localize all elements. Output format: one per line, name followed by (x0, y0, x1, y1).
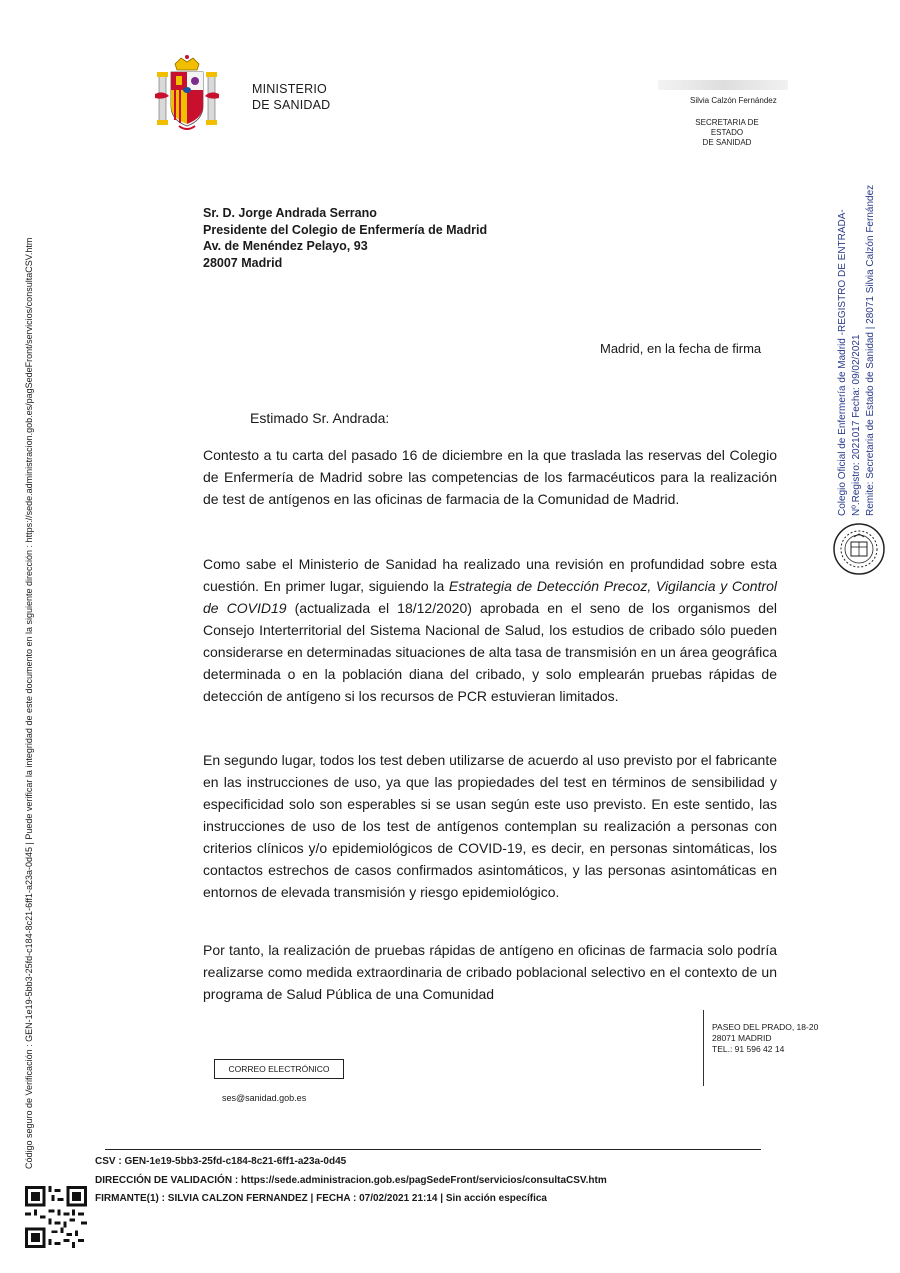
office-divider (703, 1010, 704, 1086)
email-box-label: CORREO ELECTRÓNICO (214, 1059, 344, 1079)
signature-redaction (658, 80, 788, 90)
recipient-street: Av. de Menéndez Pelayo, 93 (203, 239, 368, 253)
secretariat-title (682, 118, 772, 148)
college-seal-icon (832, 522, 886, 576)
salutation: Estimado Sr. Andrada: (250, 410, 390, 426)
signer-name: Silvia Calzón Fernández (690, 96, 777, 105)
secretariat-line-2: DE SANIDAD (702, 138, 752, 147)
paragraph-2-part-b: (actualizada el 18/12/2020) aprobada en el seno de los organismos del Consejo Interterritorial del Sistema Nacional de Salud, los estudios de cribado sólo pueden considerarse en determinadas situaciones de alta tasa de transmisión en un área geográfica determinada o en la población diana del cribado, y solo emplearán pruebas rápidas de detección de antígeno si los recursos de PCR estuvieran limitados. (203, 600, 777, 704)
ministry-line-2: DE SANIDAD (252, 98, 331, 112)
paragraph-2 (203, 553, 777, 707)
ministry-line-1: MINISTERIO (252, 82, 327, 96)
registry-line-1: Colegio Oficial de Enfermería de Madrid -REGISTRO DE ENTRADA- (837, 209, 848, 516)
date-line: Madrid, en la fecha de firma (600, 341, 762, 356)
paragraph-4: Por tanto, la realización de pruebas rápidas de antígeno en oficinas de farmacia solo podría realizarse como medida extraordinaria de cribado poblacional selectivo en el contexto de un programa de Salud Pública de una Comunidad (203, 942, 777, 1002)
registry-line-2: Nº.Registro: 2021017 Fecha: 09/02/2021 (851, 334, 862, 516)
recipient-name: Sr. D. Jorge Andrada Serrano (203, 206, 377, 220)
registry-stamp-text (836, 185, 878, 516)
secretariat-line-1: SECRETARIA DE ESTADO (695, 118, 759, 137)
recipient-city: 28007 Madrid (203, 255, 283, 270)
side-verification-text: Código seguro de Verificación : GEN-1e19-5bb3-25fd-c184-8c21-6ff1-a23a-0d45 | Puede verificar la integridad de este documento en la siguiente dirección : https://sede.administracion.gob.es/pagSedeFront/servicios/consultaCSV.htm (24, 237, 34, 1169)
office-address (712, 1022, 818, 1055)
validation-url[interactable]: DIRECCIÓN DE VALIDACIÓN : https://sede.administracion.gob.es/pagSedeFront/servicios/consultaCSV.htm (95, 1175, 607, 1186)
recipient-title: Presidente del Colegio de Enfermería de Madrid (203, 222, 488, 237)
paragraph-2-part-a: Como sabe el Ministerio de Sanidad ha realizado una revisión en profundidad sobre esta cuestión. En primer lugar, siguiendo la (203, 556, 777, 594)
coat-of-arms-logo (155, 54, 219, 134)
paragraph-3: En segundo lugar, todos los test deben utilizarse de acuerdo al uso previsto por el fabricante en las instrucciones de uso, ya que las propiedades del test en términos de sensibilidad y especificidad solo son esperables si se usan según este uso previsto. En este sentido, las instrucciones de uso de los test de antígenos contemplan su realización a personas con criterios clínicos y/o epidemiológicos de COVID-19, es decir, en personas sintomáticas, los contactos estrechos de casos confirmados asintomáticos, y las personas asintomáticas en entornos de elevada transmisión y riesgo epidemiológico. (203, 752, 777, 900)
csv-code: CSV : GEN-1e19-5bb3-25fd-c184-8c21-6ff1-a23a-0d45 (95, 1156, 347, 1167)
office-street: PASEO DEL PRADO, 18-20 (712, 1022, 819, 1032)
recipient-address (203, 205, 487, 271)
ministry-name (252, 81, 330, 113)
email-address[interactable]: ses@sanidad.gob.es (222, 1093, 307, 1103)
strategy-title: Estrategia de Detección Precoz, Vigilancia y Control de COVID19 (203, 578, 777, 616)
office-phone: TEL.: 91 596 42 14 (712, 1044, 785, 1054)
qr-code-icon (25, 1186, 87, 1248)
registry-line-3: Remite: Secretaria de Estado de Sanidad | 28071 Silvia Calzón Fernández (865, 184, 876, 516)
office-city: 28071 MADRID (712, 1033, 772, 1043)
footer-rule (105, 1149, 761, 1150)
paragraph-1: Contesto a tu carta del pasado 16 de diciembre en la que traslada las reservas del Colegio de Enfermería de Madrid sobre las competencias de los farmacéuticos para la realización de test de antígenos en las oficinas de farmacia de la Comunidad de Madrid. (203, 447, 777, 507)
signer-info: FIRMANTE(1) : SILVIA CALZON FERNANDEZ | FECHA : 07/02/2021 21:14 | Sin acción específica (95, 1193, 547, 1204)
